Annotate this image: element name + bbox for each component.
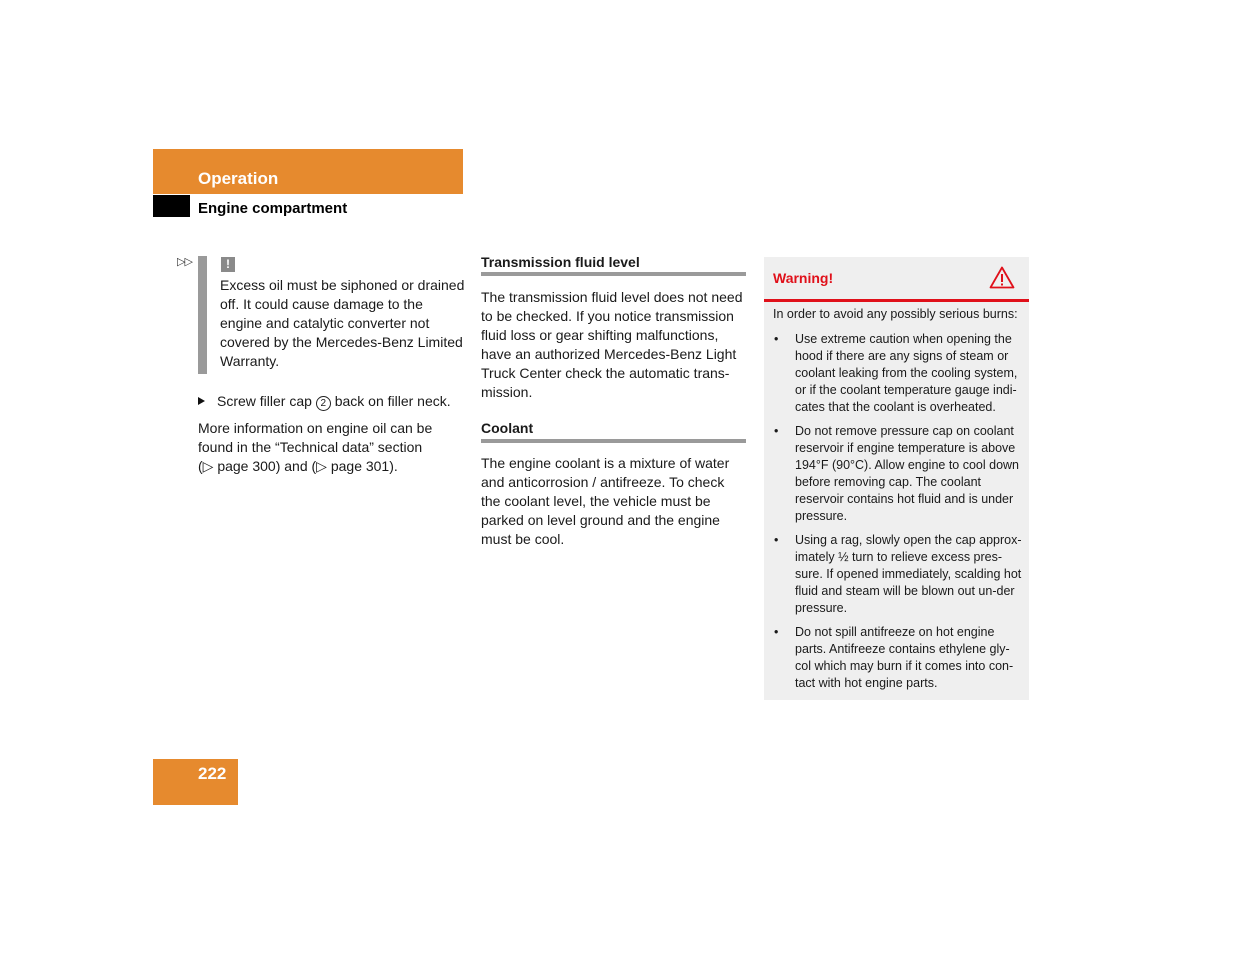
coolant-text: The engine coolant is a mixture of water and anticorrosion / antifreeze. To check the coolant level, the vehicle must be parked on level ground and the engine must be cool. <box>481 455 730 547</box>
coolant-rule <box>481 439 746 443</box>
page-references: (▷ page 300) and (▷ page 301). <box>198 458 398 474</box>
warning-title: Warning! <box>773 270 834 286</box>
instruction-text-after: back on filler neck. <box>334 393 451 409</box>
warning-list <box>773 331 1025 699</box>
more-info-text: More information on engine oil can be found in the “Technical data” section <box>198 420 433 455</box>
warning-item: • Do not remove pressure cap on coolant reservoir if engine temperature is above 194°F (90°C). Allow engine to cool down before removing cap. The coolant reservoir contains hot fluid and is under pressure. <box>773 423 1025 525</box>
exclamation-icon: ! <box>221 257 235 272</box>
continuation-marker: ▷▷ <box>177 256 192 268</box>
callout-number: 2 <box>316 396 331 411</box>
section-title: Operation <box>198 169 279 188</box>
more-info-paragraph <box>198 419 464 476</box>
subsection-marker <box>153 195 190 217</box>
warning-triangle-icon <box>989 266 1015 289</box>
instruction-step <box>198 392 468 411</box>
coolant-heading: Coolant <box>481 420 534 436</box>
page-number: 222 <box>198 764 227 783</box>
instruction-text-before: Screw filler cap <box>217 393 312 409</box>
notice-text: Excess oil must be siphoned or drained off. It could cause damage to the engine and catalytic converter not covered by the Mercedes-Benz Limited Warranty. <box>220 277 465 369</box>
warning-header <box>764 257 1029 302</box>
warning-item: • Do not spill antifreeze on hot engine parts. Antifreeze contains ethylene gly-col which may burn if it comes into con-tact with hot engine parts. <box>773 624 1025 692</box>
arrow-right-icon <box>198 397 205 405</box>
warning-item: • Using a rag, slowly open the cap approx-imately ½ turn to relieve excess pres-sure. If opened immediately, scalding hot fluid and steam will be blown out un-der pressure. <box>773 532 1025 617</box>
transmission-rule <box>481 272 746 276</box>
subsection-title: Engine compartment <box>198 200 348 217</box>
warning-box <box>764 257 1029 700</box>
transmission-text: The transmission fluid level does not need to be checked. If you notice transmission fluid loss or gear shifting malfunctions, have an authorized Mercedes-Benz Light Truck Center check the automatic trans-mission. <box>481 289 743 400</box>
notice-bar <box>198 256 207 374</box>
transmission-heading: Transmission fluid level <box>481 254 640 270</box>
notice-box <box>198 256 464 374</box>
warning-item: • Use extreme caution when opening the hood if there are any signs of steam or coolant leaking from the cooling system, or if the coolant temperature gauge indi-cates that the coolant is overheated. <box>773 331 1025 416</box>
warning-intro: In order to avoid any possibly serious burns: <box>773 307 1018 321</box>
